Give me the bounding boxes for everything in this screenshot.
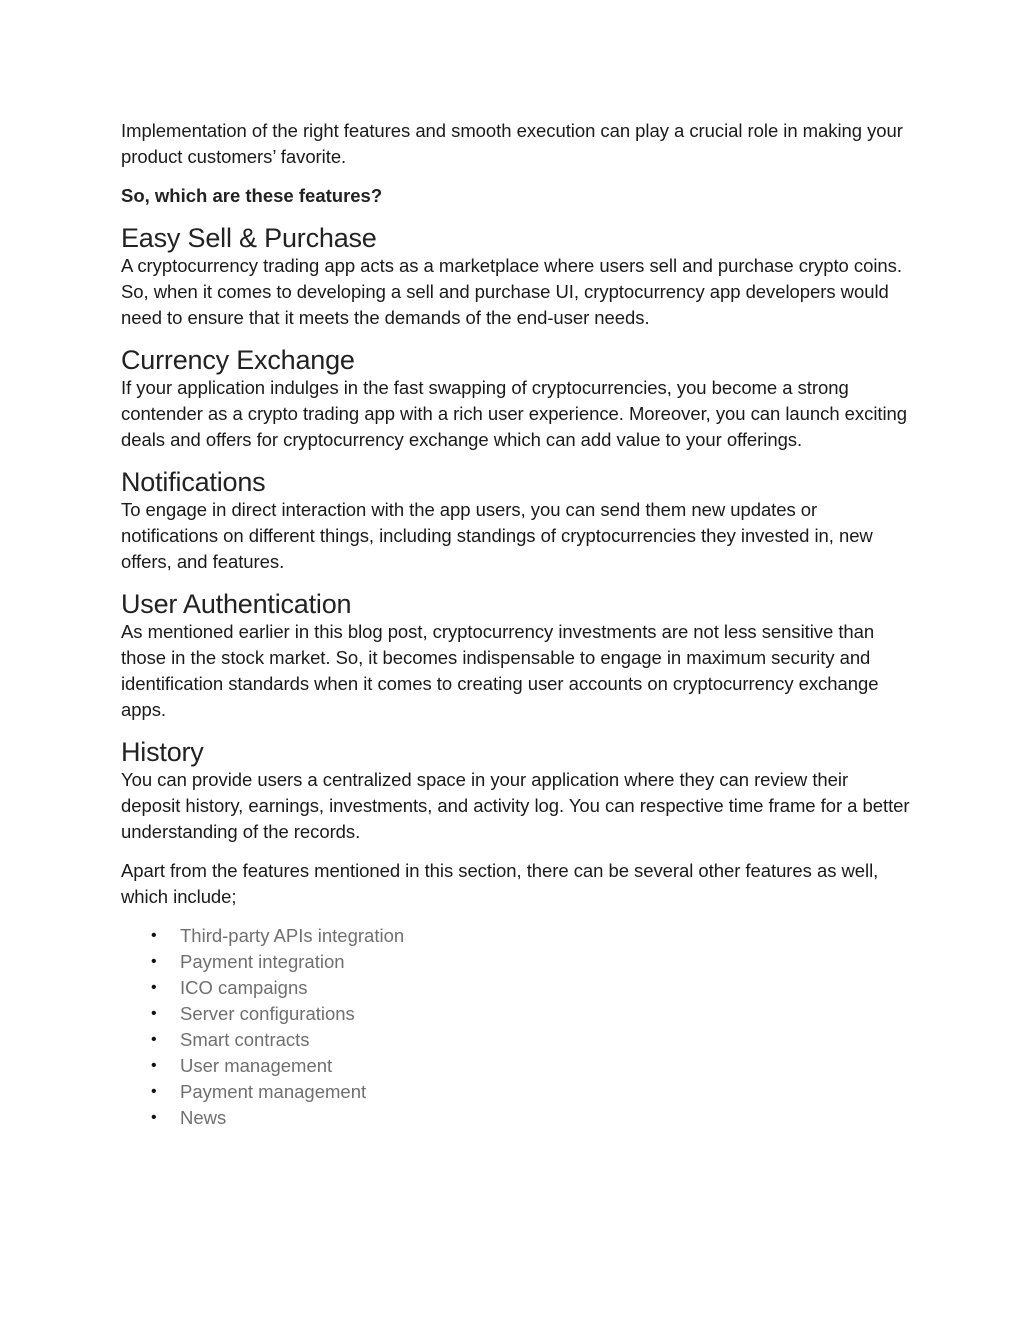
section-body: As mentioned earlier in this blog post, cryptocurrency investments are not less sensitive than those in the stock market. So, it becomes indispensable to engage in maximum security and identification standards when it comes to creating user accounts on cryptocurrency exchange apps. bbox=[121, 621, 879, 720]
section-body: You can provide users a centralized space in your application where they can review their deposit history, earnings, investments, and activity log. You can respective time frame for a better understanding of the records. bbox=[121, 769, 910, 842]
intro-paragraph: Implementation of the right features and smooth execution can play a crucial role in making your product customers’ favorite. bbox=[121, 120, 903, 167]
bullet-icon: • bbox=[151, 1083, 157, 1100]
list-item-label: ICO campaigns bbox=[180, 977, 308, 998]
section-history bbox=[121, 736, 911, 845]
intro-question: So, which are these features? bbox=[121, 185, 383, 206]
list-item-label: Third-party APIs integration bbox=[180, 925, 405, 946]
list-item bbox=[121, 923, 911, 949]
list-item bbox=[121, 949, 911, 975]
section-user-authentication bbox=[121, 588, 911, 723]
section-heading: Easy Sell & Purchase bbox=[121, 223, 377, 253]
bullet-icon: • bbox=[151, 1057, 157, 1074]
section-currency-exchange bbox=[121, 344, 911, 453]
list-item bbox=[121, 1079, 911, 1105]
section-body: To engage in direct interaction with the app users, you can send them new updates or notifications on different things, including standings of cryptocurrencies they invested in, new offers, and features. bbox=[121, 499, 873, 572]
list-item-label: Payment management bbox=[180, 1081, 367, 1102]
section-easy-sell-purchase bbox=[121, 222, 911, 331]
section-heading: History bbox=[121, 737, 204, 767]
list-item-label: User management bbox=[180, 1055, 333, 1076]
list-item bbox=[121, 1027, 911, 1053]
other-features-intro: Apart from the features mentioned in this section, there can be several other features as well, which include; bbox=[121, 860, 879, 907]
list-item-label: News bbox=[180, 1107, 227, 1128]
list-item-label: Server configurations bbox=[180, 1003, 355, 1024]
section-body: A cryptocurrency trading app acts as a marketplace where users sell and purchase crypto coins. So, when it comes to developing a sell and purchase UI, cryptocurrency app developers would need to ensure that it meets the demands of the end-user needs. bbox=[121, 255, 902, 328]
list-item bbox=[121, 1001, 911, 1027]
bullet-icon: • bbox=[151, 1005, 157, 1022]
section-heading: User Authentication bbox=[121, 589, 352, 619]
bullet-icon: • bbox=[151, 1109, 157, 1126]
bullet-icon: • bbox=[151, 953, 157, 970]
list-item-label: Payment integration bbox=[180, 951, 345, 972]
document-page bbox=[121, 118, 911, 1131]
bullet-icon: • bbox=[151, 979, 157, 996]
section-heading: Currency Exchange bbox=[121, 345, 355, 375]
bullet-icon: • bbox=[151, 927, 157, 944]
section-heading: Notifications bbox=[121, 467, 266, 497]
list-item-label: Smart contracts bbox=[180, 1029, 310, 1050]
section-notifications bbox=[121, 466, 911, 575]
list-item bbox=[121, 1053, 911, 1079]
section-body: If your application indulges in the fast swapping of cryptocurrencies, you become a strong contender as a crypto trading app with a rich user experience. Moreover, you can launch exciting deals and offers for cryptocurrency exchange which can add value to your offerings. bbox=[121, 377, 908, 450]
list-item bbox=[121, 1105, 911, 1131]
other-features-list bbox=[121, 923, 911, 1131]
list-item bbox=[121, 975, 911, 1001]
bullet-icon: • bbox=[151, 1031, 157, 1048]
